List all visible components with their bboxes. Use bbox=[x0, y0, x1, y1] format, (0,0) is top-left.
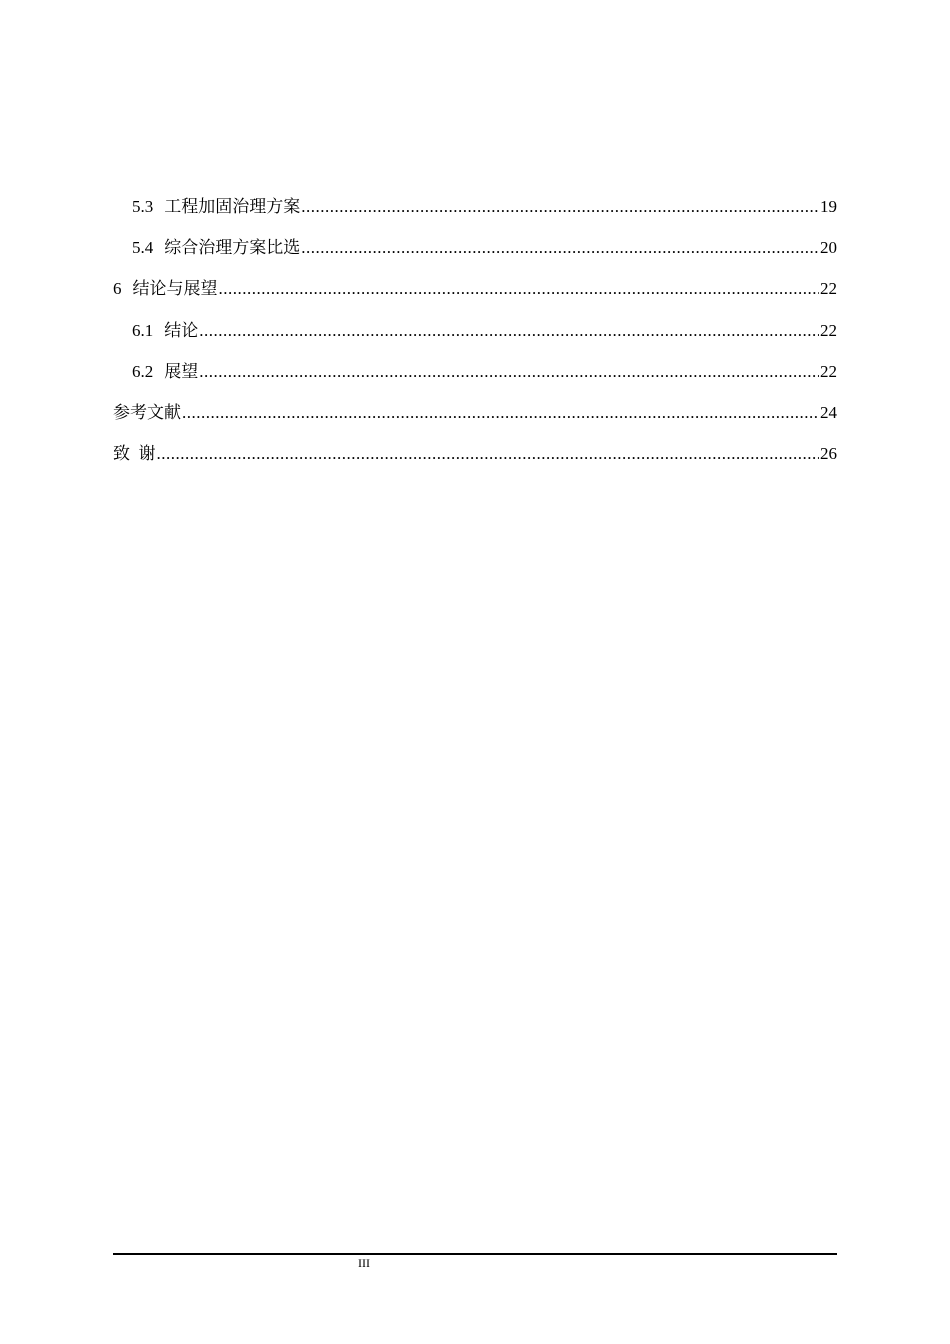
toc-entry-title: 展望 bbox=[164, 361, 199, 381]
toc-entry-page: 24 bbox=[820, 402, 837, 422]
toc-entry[interactable] bbox=[113, 359, 837, 400]
toc-entry-title: 结论 bbox=[164, 320, 199, 340]
toc-dot-leader bbox=[301, 194, 819, 220]
toc-entry-title: 结论与展望 bbox=[132, 279, 218, 299]
toc-entry-page: 20 bbox=[820, 238, 837, 258]
toc-entry-number: 5.3 bbox=[132, 197, 154, 216]
toc-entry-page: 22 bbox=[820, 320, 837, 340]
toc-dot-leader bbox=[219, 276, 820, 302]
toc-dot-leader bbox=[157, 441, 820, 467]
toc-entry-title: 参考文献 bbox=[113, 402, 181, 422]
toc-entry-page: 26 bbox=[820, 444, 837, 464]
toc-entry-title: 工程加固治理方案 bbox=[164, 197, 301, 216]
toc-entry[interactable] bbox=[113, 235, 837, 276]
toc-dot-leader bbox=[182, 400, 819, 426]
toc-entry[interactable] bbox=[113, 276, 837, 317]
toc-entry[interactable] bbox=[113, 318, 837, 359]
toc-entry-title: 综合治理方案比选 bbox=[164, 238, 301, 258]
toc-entry-page: 22 bbox=[820, 361, 837, 381]
toc-dot-leader bbox=[301, 235, 819, 261]
toc-entry-number: 6.2 bbox=[132, 361, 154, 381]
toc-entry-number: 6 bbox=[113, 279, 122, 299]
footer-divider bbox=[113, 1253, 837, 1255]
footer-page-number: III bbox=[358, 1256, 370, 1270]
toc-dot-leader bbox=[199, 318, 819, 344]
toc-entry-page: 22 bbox=[820, 279, 837, 299]
toc-entry[interactable] bbox=[113, 194, 837, 235]
toc-entry[interactable] bbox=[113, 400, 837, 441]
toc-entry-number: 6.1 bbox=[132, 320, 154, 340]
table-of-contents bbox=[113, 194, 837, 482]
toc-entry-page: 19 bbox=[820, 197, 837, 216]
toc-dot-leader bbox=[199, 359, 819, 385]
toc-entry-number: 5.4 bbox=[132, 238, 154, 258]
toc-entry-title: 致 谢 bbox=[113, 444, 156, 464]
toc-entry[interactable] bbox=[113, 441, 837, 482]
